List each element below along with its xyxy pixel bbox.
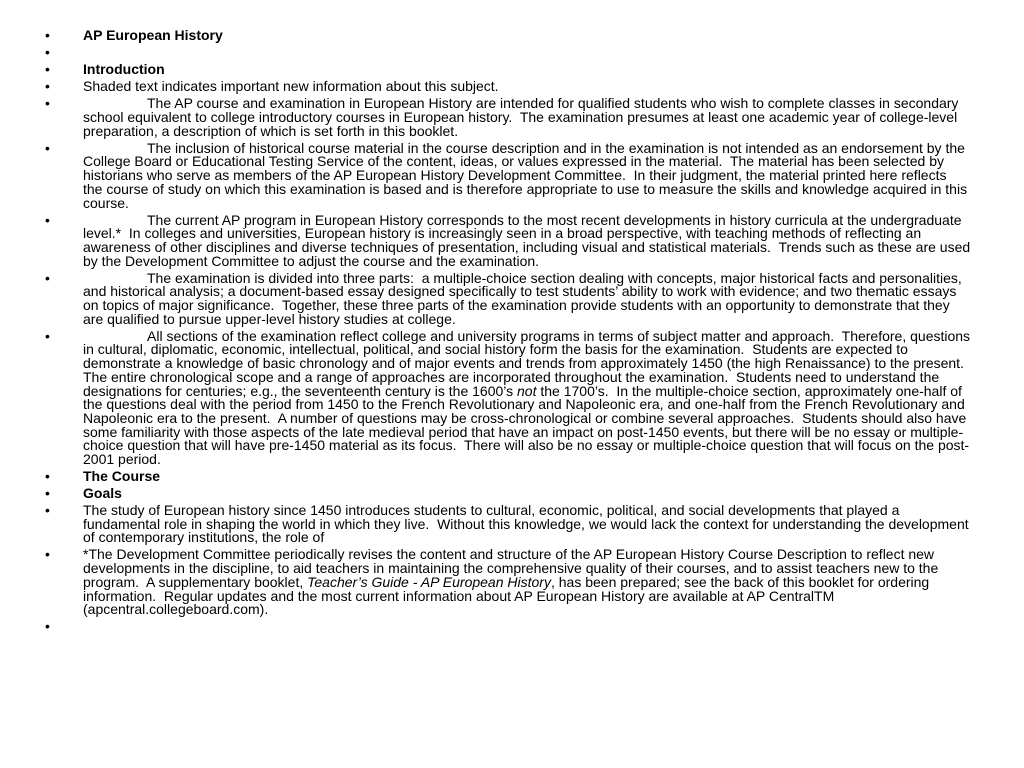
paragraph-line: The study of European history since 1450 introduces students to cultural, economic, political, and social developments that played a xyxy=(83,502,900,519)
paragraph-line: some familiarity with those aspects of the late medieval period that have an impact on post-1450 events, but there will be no essay or multiple- xyxy=(83,423,964,440)
paragraph-line: All sections of the examination reflect college and university programs in terms of subject matter and approach. Therefore, questions xyxy=(147,327,971,344)
paragraph-line: The current AP program in European History corresponds to the most recent developments in history curricula at the undergraduate xyxy=(147,211,962,228)
line-text: program. A supplementary booklet, xyxy=(83,573,308,590)
line-text: , has been prepared; see the back of this booklet for ordering xyxy=(550,573,930,590)
section-heading-introduction: Introduction xyxy=(83,61,165,78)
paragraph-line: The AP course and examination in European History are intended for qualified students who wish to complete classes in secondary xyxy=(147,95,959,112)
paragraph-line: fundamental role in shaping the world in which they live. Without this knowledge, we would lack the context for understanding the development xyxy=(83,515,969,532)
paragraph-line: historians who serve as members of the AP European History Development Committee. In their judgment, the material printed here reflects xyxy=(83,167,947,184)
paragraph-line: information. Regular updates and the most current information about AP European History are available at AP CentralTM xyxy=(83,587,835,604)
bullet-marker: • xyxy=(45,211,50,228)
list-item-paragraph xyxy=(45,502,1018,546)
list-item-heading xyxy=(45,61,1018,78)
paragraph-line: school equivalent to college introductory courses in European history. The examination presumes at least one academic year of college-level xyxy=(83,108,958,125)
bullet-marker: • xyxy=(45,61,50,78)
emphasized-text: Teacher’s Guide - AP European History xyxy=(307,573,551,590)
paragraph-line: in cultural, diplomatic, economic, intellectual, political, and social history form the basis for the examination. Students are expected to xyxy=(83,341,908,358)
bullet-marker: • xyxy=(45,468,50,485)
paragraph-line: developments in the discipline, to aid teachers in maintaining the comprehensive quality of their courses, and to assist teachers new to the xyxy=(83,560,939,577)
paragraph-line: 2001 period. xyxy=(83,451,161,468)
paragraph-line: of contemporary institutions, the role of xyxy=(83,529,325,546)
shaded-text-note: Shaded text indicates important new information about this subject. xyxy=(83,78,499,95)
paragraph-line: *The Development Committee periodically revises the content and structure of the AP European History Course Description to reflect new xyxy=(83,546,935,563)
paragraph-line: demonstrate a knowledge of basic chronology and of major events and trends from approximately 1450 (the high Renaissance) to the present. xyxy=(83,355,964,372)
paragraph-line: awareness of other disciplines and diverse techniques of presentation, including visual and statistical materials. Trends such as these are used xyxy=(83,238,971,255)
paragraph-line: the questions deal with the period from 1450 to the French Revolutionary and Napoleonic era, and one-half from the French Revolutionary and xyxy=(83,396,965,413)
bullet-marker: • xyxy=(45,269,50,286)
bullet-marker: • xyxy=(45,327,50,344)
paragraph-line: Napoleonic era to the present. A number of questions may be cross-chronological or combine several approaches. Students should also have xyxy=(83,409,967,426)
paragraph-line: and historical analysis; a document-based essay designed specifically to test students’ ability to work with evidence; and two thematic essays xyxy=(83,283,957,300)
list-item-paragraph xyxy=(45,269,1018,327)
paragraph-line: course. xyxy=(83,194,129,211)
list-item-title xyxy=(45,27,1018,44)
section-heading-goals: Goals xyxy=(83,485,122,502)
paragraph-line: preparation, a description of which is set forth in this booklet. xyxy=(83,122,459,139)
bullet-marker: • xyxy=(45,78,50,95)
section-heading-the-course: The Course xyxy=(83,468,161,485)
paragraph-line: choice question that will have pre-1450 material as its focus. There will also be no essay or multiple-choice question that will focus on the post- xyxy=(83,437,970,454)
paragraph-line: on topics of major significance. Together, these three parts of the examination provide students with an opportunity to demonstrate that they xyxy=(83,297,950,314)
paragraph-line: by the Development Committee to adjust the course and the examination. xyxy=(83,252,540,269)
list-item-paragraph xyxy=(45,95,1018,139)
paragraph-line: The inclusion of historical course material in the course description and in the examination is not intended as an endorsement by the xyxy=(147,139,965,156)
list-item xyxy=(45,78,1018,95)
paragraph-line: the course of study on which this examination is based and is therefore appropriate to use to measure the skills and knowledge acquired in this xyxy=(83,180,968,197)
paragraph-line: are qualified to pursue upper-level history studies at college. xyxy=(83,310,456,327)
bullet-marker: • xyxy=(45,485,50,502)
bullet-marker: • xyxy=(45,44,50,61)
list-item-footnote xyxy=(45,546,1018,618)
bullet-marker: • xyxy=(45,95,50,112)
list-item-paragraph xyxy=(45,211,1018,269)
bullet-marker: • xyxy=(45,618,50,635)
paragraph-line: (apcentral.collegeboard.com). xyxy=(83,601,269,618)
paragraph-line: College Board or Educational Testing Service of the content, ideas, or values expressed in the material. The material has been selected by xyxy=(83,153,944,170)
emphasized-text: not xyxy=(517,382,537,399)
list-item-paragraph xyxy=(45,139,1018,211)
empty-list-item xyxy=(45,44,1018,61)
paragraph-line: level.* In colleges and universities, European history is increasingly seen in a broad perspective, with teaching methods of reflecting an xyxy=(83,225,922,242)
page-title: AP European History xyxy=(83,27,223,44)
bullet-marker: • xyxy=(45,546,50,563)
bullet-marker: • xyxy=(45,139,50,156)
list-item-heading xyxy=(45,485,1018,502)
list-item-paragraph xyxy=(45,327,1018,468)
list-item-heading xyxy=(45,468,1018,485)
paragraph-line: The examination is divided into three parts: a multiple-choice section dealing with concepts, major historical facts and personalities, xyxy=(147,269,962,286)
line-text: the 1700’s. In the multiple-choice section, approximately one-half of xyxy=(536,382,962,399)
bullet-list xyxy=(45,27,1018,637)
line-text: designations for centuries; e.g., the seventeenth century is the 1600’s xyxy=(83,382,518,399)
paragraph-line: The entire chronological scope and a range of approaches are incorporated throughout the examination. Students need to understand the xyxy=(83,368,940,385)
bullet-marker: • xyxy=(45,502,50,519)
bullet-marker: • xyxy=(45,27,50,44)
empty-list-item xyxy=(45,618,1018,635)
